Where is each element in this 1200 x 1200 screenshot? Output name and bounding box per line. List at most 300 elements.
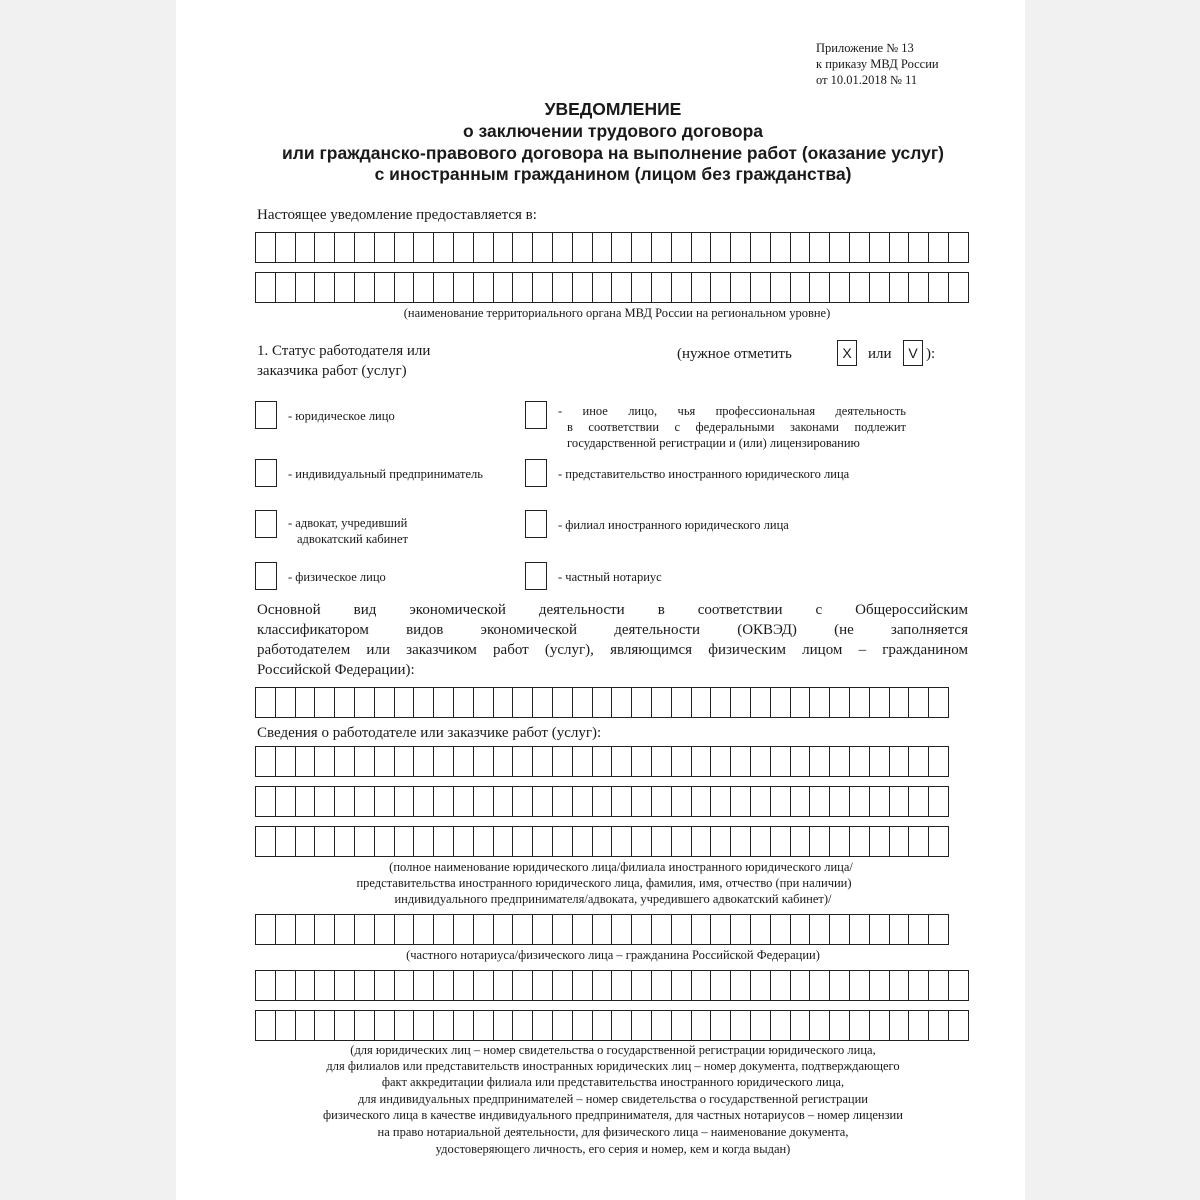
char-cell[interactable] xyxy=(315,272,335,303)
char-cell[interactable] xyxy=(632,687,652,718)
char-cell[interactable] xyxy=(414,786,434,817)
char-cell[interactable] xyxy=(929,786,949,817)
char-cell[interactable] xyxy=(513,970,533,1001)
char-cell[interactable] xyxy=(890,826,910,857)
char-cell[interactable] xyxy=(315,826,335,857)
char-cell[interactable] xyxy=(593,914,613,945)
char-cell[interactable] xyxy=(890,914,910,945)
char-cell[interactable] xyxy=(632,1010,652,1041)
char-cell[interactable] xyxy=(395,786,415,817)
char-cell[interactable] xyxy=(375,272,395,303)
char-cell[interactable] xyxy=(909,970,929,1001)
char-cell[interactable] xyxy=(256,914,276,945)
char-cell[interactable] xyxy=(791,272,811,303)
char-cell[interactable] xyxy=(612,272,632,303)
char-cell[interactable] xyxy=(494,232,514,263)
char-cell[interactable] xyxy=(395,746,415,777)
char-cell[interactable] xyxy=(672,746,692,777)
char-cell[interactable] xyxy=(375,232,395,263)
char-cell[interactable] xyxy=(494,914,514,945)
char-cell[interactable] xyxy=(731,1010,751,1041)
char-cell[interactable] xyxy=(335,970,355,1001)
char-cell[interactable] xyxy=(791,687,811,718)
char-cell[interactable] xyxy=(850,1010,870,1041)
char-cell[interactable] xyxy=(751,272,771,303)
char-cell[interactable] xyxy=(672,786,692,817)
char-cell[interactable] xyxy=(949,272,969,303)
char-cell[interactable] xyxy=(454,746,474,777)
char-cell[interactable] xyxy=(652,970,672,1001)
char-cell[interactable] xyxy=(751,786,771,817)
char-cell[interactable] xyxy=(672,826,692,857)
char-cell[interactable] xyxy=(731,826,751,857)
char-cell[interactable] xyxy=(454,1010,474,1041)
authority-field-row-1[interactable] xyxy=(255,232,969,263)
char-cell[interactable] xyxy=(771,746,791,777)
char-cell[interactable] xyxy=(652,1010,672,1041)
char-cell[interactable] xyxy=(355,914,375,945)
char-cell[interactable] xyxy=(751,232,771,263)
char-cell[interactable] xyxy=(652,786,672,817)
char-cell[interactable] xyxy=(632,970,652,1001)
checkbox-branch[interactable] xyxy=(525,510,547,538)
char-cell[interactable] xyxy=(810,232,830,263)
notary-field[interactable] xyxy=(255,914,949,945)
char-cell[interactable] xyxy=(850,746,870,777)
char-cell[interactable] xyxy=(731,232,751,263)
char-cell[interactable] xyxy=(335,272,355,303)
char-cell[interactable] xyxy=(573,1010,593,1041)
char-cell[interactable] xyxy=(830,786,850,817)
char-cell[interactable] xyxy=(850,232,870,263)
char-cell[interactable] xyxy=(335,1010,355,1041)
char-cell[interactable] xyxy=(395,970,415,1001)
char-cell[interactable] xyxy=(533,786,553,817)
char-cell[interactable] xyxy=(315,746,335,777)
char-cell[interactable] xyxy=(414,232,434,263)
char-cell[interactable] xyxy=(771,1010,791,1041)
char-cell[interactable] xyxy=(315,232,335,263)
char-cell[interactable] xyxy=(474,232,494,263)
char-cell[interactable] xyxy=(731,914,751,945)
char-cell[interactable] xyxy=(395,1010,415,1041)
char-cell[interactable] xyxy=(553,914,573,945)
char-cell[interactable] xyxy=(454,687,474,718)
char-cell[interactable] xyxy=(830,970,850,1001)
char-cell[interactable] xyxy=(513,272,533,303)
char-cell[interactable] xyxy=(494,786,514,817)
char-cell[interactable] xyxy=(632,914,652,945)
char-cell[interactable] xyxy=(672,970,692,1001)
char-cell[interactable] xyxy=(890,232,910,263)
char-cell[interactable] xyxy=(632,272,652,303)
char-cell[interactable] xyxy=(335,232,355,263)
char-cell[interactable] xyxy=(890,970,910,1001)
char-cell[interactable] xyxy=(315,786,335,817)
char-cell[interactable] xyxy=(652,826,672,857)
char-cell[interactable] xyxy=(791,786,811,817)
char-cell[interactable] xyxy=(909,687,929,718)
char-cell[interactable] xyxy=(553,232,573,263)
char-cell[interactable] xyxy=(414,826,434,857)
char-cell[interactable] xyxy=(890,272,910,303)
char-cell[interactable] xyxy=(751,914,771,945)
char-cell[interactable] xyxy=(672,914,692,945)
char-cell[interactable] xyxy=(355,786,375,817)
char-cell[interactable] xyxy=(335,914,355,945)
char-cell[interactable] xyxy=(335,786,355,817)
char-cell[interactable] xyxy=(296,746,316,777)
char-cell[interactable] xyxy=(533,272,553,303)
checkbox-lawyer[interactable] xyxy=(255,510,277,538)
char-cell[interactable] xyxy=(533,687,553,718)
char-cell[interactable] xyxy=(791,1010,811,1041)
char-cell[interactable] xyxy=(949,232,969,263)
checkbox-other-person[interactable] xyxy=(525,401,547,429)
char-cell[interactable] xyxy=(711,786,731,817)
char-cell[interactable] xyxy=(731,272,751,303)
char-cell[interactable] xyxy=(909,914,929,945)
char-cell[interactable] xyxy=(771,272,791,303)
char-cell[interactable] xyxy=(355,1010,375,1041)
char-cell[interactable] xyxy=(276,970,296,1001)
char-cell[interactable] xyxy=(791,232,811,263)
char-cell[interactable] xyxy=(454,970,474,1001)
char-cell[interactable] xyxy=(870,1010,890,1041)
char-cell[interactable] xyxy=(593,746,613,777)
char-cell[interactable] xyxy=(870,914,890,945)
char-cell[interactable] xyxy=(256,687,276,718)
char-cell[interactable] xyxy=(929,970,949,1001)
char-cell[interactable] xyxy=(256,272,276,303)
employer-name-field-row-2[interactable] xyxy=(255,786,949,817)
char-cell[interactable] xyxy=(256,232,276,263)
char-cell[interactable] xyxy=(692,914,712,945)
char-cell[interactable] xyxy=(810,687,830,718)
char-cell[interactable] xyxy=(652,914,672,945)
char-cell[interactable] xyxy=(810,826,830,857)
char-cell[interactable] xyxy=(434,914,454,945)
char-cell[interactable] xyxy=(375,914,395,945)
char-cell[interactable] xyxy=(830,1010,850,1041)
char-cell[interactable] xyxy=(414,746,434,777)
char-cell[interactable] xyxy=(870,786,890,817)
char-cell[interactable] xyxy=(632,826,652,857)
char-cell[interactable] xyxy=(890,687,910,718)
char-cell[interactable] xyxy=(573,232,593,263)
char-cell[interactable] xyxy=(830,232,850,263)
char-cell[interactable] xyxy=(612,1010,632,1041)
char-cell[interactable] xyxy=(593,786,613,817)
char-cell[interactable] xyxy=(612,232,632,263)
char-cell[interactable] xyxy=(850,970,870,1001)
char-cell[interactable] xyxy=(474,1010,494,1041)
char-cell[interactable] xyxy=(731,746,751,777)
char-cell[interactable] xyxy=(276,1010,296,1041)
char-cell[interactable] xyxy=(513,1010,533,1041)
char-cell[interactable] xyxy=(533,970,553,1001)
char-cell[interactable] xyxy=(771,914,791,945)
char-cell[interactable] xyxy=(335,746,355,777)
char-cell[interactable] xyxy=(296,232,316,263)
char-cell[interactable] xyxy=(711,687,731,718)
char-cell[interactable] xyxy=(494,687,514,718)
char-cell[interactable] xyxy=(375,786,395,817)
char-cell[interactable] xyxy=(830,914,850,945)
char-cell[interactable] xyxy=(335,687,355,718)
char-cell[interactable] xyxy=(355,746,375,777)
char-cell[interactable] xyxy=(494,746,514,777)
char-cell[interactable] xyxy=(553,970,573,1001)
char-cell[interactable] xyxy=(513,746,533,777)
char-cell[interactable] xyxy=(573,786,593,817)
char-cell[interactable] xyxy=(810,272,830,303)
char-cell[interactable] xyxy=(414,1010,434,1041)
char-cell[interactable] xyxy=(593,1010,613,1041)
char-cell[interactable] xyxy=(454,914,474,945)
char-cell[interactable] xyxy=(276,786,296,817)
char-cell[interactable] xyxy=(810,1010,830,1041)
char-cell[interactable] xyxy=(652,746,672,777)
char-cell[interactable] xyxy=(692,1010,712,1041)
checkbox-representative-office[interactable] xyxy=(525,459,547,487)
char-cell[interactable] xyxy=(494,1010,514,1041)
employer-name-field-row-3[interactable] xyxy=(255,826,949,857)
char-cell[interactable] xyxy=(256,1010,276,1041)
char-cell[interactable] xyxy=(949,1010,969,1041)
char-cell[interactable] xyxy=(276,826,296,857)
registration-field-row-2[interactable] xyxy=(255,1010,969,1041)
char-cell[interactable] xyxy=(850,914,870,945)
char-cell[interactable] xyxy=(711,746,731,777)
char-cell[interactable] xyxy=(751,1010,771,1041)
char-cell[interactable] xyxy=(494,826,514,857)
char-cell[interactable] xyxy=(533,232,553,263)
char-cell[interactable] xyxy=(513,687,533,718)
char-cell[interactable] xyxy=(296,272,316,303)
char-cell[interactable] xyxy=(573,687,593,718)
char-cell[interactable] xyxy=(573,970,593,1001)
char-cell[interactable] xyxy=(593,970,613,1001)
char-cell[interactable] xyxy=(513,232,533,263)
char-cell[interactable] xyxy=(929,914,949,945)
char-cell[interactable] xyxy=(395,914,415,945)
char-cell[interactable] xyxy=(632,746,652,777)
char-cell[interactable] xyxy=(315,914,335,945)
char-cell[interactable] xyxy=(791,914,811,945)
char-cell[interactable] xyxy=(553,687,573,718)
char-cell[interactable] xyxy=(929,272,949,303)
char-cell[interactable] xyxy=(593,232,613,263)
char-cell[interactable] xyxy=(355,970,375,1001)
char-cell[interactable] xyxy=(771,786,791,817)
char-cell[interactable] xyxy=(355,232,375,263)
char-cell[interactable] xyxy=(474,786,494,817)
char-cell[interactable] xyxy=(909,232,929,263)
char-cell[interactable] xyxy=(810,786,830,817)
char-cell[interactable] xyxy=(513,826,533,857)
char-cell[interactable] xyxy=(929,826,949,857)
char-cell[interactable] xyxy=(296,687,316,718)
char-cell[interactable] xyxy=(612,914,632,945)
okved-field[interactable] xyxy=(255,687,949,718)
char-cell[interactable] xyxy=(929,746,949,777)
char-cell[interactable] xyxy=(612,687,632,718)
char-cell[interactable] xyxy=(256,970,276,1001)
char-cell[interactable] xyxy=(395,272,415,303)
char-cell[interactable] xyxy=(256,826,276,857)
char-cell[interactable] xyxy=(335,826,355,857)
authority-field-row-2[interactable] xyxy=(255,272,969,303)
char-cell[interactable] xyxy=(276,687,296,718)
char-cell[interactable] xyxy=(434,826,454,857)
char-cell[interactable] xyxy=(830,746,850,777)
char-cell[interactable] xyxy=(870,272,890,303)
char-cell[interactable] xyxy=(909,786,929,817)
char-cell[interactable] xyxy=(632,232,652,263)
char-cell[interactable] xyxy=(593,272,613,303)
char-cell[interactable] xyxy=(612,786,632,817)
char-cell[interactable] xyxy=(850,826,870,857)
employer-name-field-row-1[interactable] xyxy=(255,746,949,777)
char-cell[interactable] xyxy=(731,786,751,817)
char-cell[interactable] xyxy=(474,970,494,1001)
checkbox-individual[interactable] xyxy=(255,562,277,590)
char-cell[interactable] xyxy=(652,232,672,263)
char-cell[interactable] xyxy=(652,687,672,718)
char-cell[interactable] xyxy=(672,687,692,718)
char-cell[interactable] xyxy=(434,232,454,263)
char-cell[interactable] xyxy=(652,272,672,303)
char-cell[interactable] xyxy=(454,272,474,303)
char-cell[interactable] xyxy=(692,826,712,857)
char-cell[interactable] xyxy=(890,746,910,777)
char-cell[interactable] xyxy=(731,687,751,718)
char-cell[interactable] xyxy=(355,272,375,303)
char-cell[interactable] xyxy=(296,970,316,1001)
char-cell[interactable] xyxy=(434,970,454,1001)
char-cell[interactable] xyxy=(296,786,316,817)
char-cell[interactable] xyxy=(612,970,632,1001)
char-cell[interactable] xyxy=(771,232,791,263)
char-cell[interactable] xyxy=(573,746,593,777)
char-cell[interactable] xyxy=(315,970,335,1001)
char-cell[interactable] xyxy=(573,272,593,303)
char-cell[interactable] xyxy=(850,786,870,817)
char-cell[interactable] xyxy=(395,687,415,718)
char-cell[interactable] xyxy=(296,826,316,857)
char-cell[interactable] xyxy=(276,272,296,303)
char-cell[interactable] xyxy=(513,914,533,945)
char-cell[interactable] xyxy=(375,746,395,777)
char-cell[interactable] xyxy=(553,746,573,777)
char-cell[interactable] xyxy=(395,232,415,263)
char-cell[interactable] xyxy=(711,272,731,303)
char-cell[interactable] xyxy=(494,272,514,303)
char-cell[interactable] xyxy=(870,746,890,777)
char-cell[interactable] xyxy=(850,687,870,718)
registration-field-row-1[interactable] xyxy=(255,970,969,1001)
char-cell[interactable] xyxy=(890,1010,910,1041)
char-cell[interactable] xyxy=(830,272,850,303)
char-cell[interactable] xyxy=(553,826,573,857)
char-cell[interactable] xyxy=(315,1010,335,1041)
char-cell[interactable] xyxy=(375,970,395,1001)
char-cell[interactable] xyxy=(454,786,474,817)
char-cell[interactable] xyxy=(474,914,494,945)
char-cell[interactable] xyxy=(553,1010,573,1041)
char-cell[interactable] xyxy=(711,970,731,1001)
char-cell[interactable] xyxy=(830,687,850,718)
checkbox-legal-entity[interactable] xyxy=(255,401,277,429)
char-cell[interactable] xyxy=(256,746,276,777)
char-cell[interactable] xyxy=(553,786,573,817)
char-cell[interactable] xyxy=(414,970,434,1001)
char-cell[interactable] xyxy=(276,746,296,777)
char-cell[interactable] xyxy=(573,914,593,945)
char-cell[interactable] xyxy=(434,786,454,817)
char-cell[interactable] xyxy=(434,272,454,303)
char-cell[interactable] xyxy=(414,687,434,718)
char-cell[interactable] xyxy=(771,826,791,857)
char-cell[interactable] xyxy=(533,1010,553,1041)
char-cell[interactable] xyxy=(296,1010,316,1041)
char-cell[interactable] xyxy=(612,826,632,857)
char-cell[interactable] xyxy=(731,970,751,1001)
char-cell[interactable] xyxy=(355,826,375,857)
char-cell[interactable] xyxy=(474,826,494,857)
char-cell[interactable] xyxy=(256,786,276,817)
char-cell[interactable] xyxy=(791,826,811,857)
char-cell[interactable] xyxy=(513,786,533,817)
char-cell[interactable] xyxy=(751,746,771,777)
char-cell[interactable] xyxy=(474,687,494,718)
char-cell[interactable] xyxy=(692,272,712,303)
char-cell[interactable] xyxy=(711,826,731,857)
char-cell[interactable] xyxy=(692,232,712,263)
char-cell[interactable] xyxy=(870,826,890,857)
char-cell[interactable] xyxy=(395,826,415,857)
char-cell[interactable] xyxy=(850,272,870,303)
char-cell[interactable] xyxy=(375,1010,395,1041)
char-cell[interactable] xyxy=(276,232,296,263)
char-cell[interactable] xyxy=(315,687,335,718)
char-cell[interactable] xyxy=(533,914,553,945)
char-cell[interactable] xyxy=(553,272,573,303)
char-cell[interactable] xyxy=(771,970,791,1001)
char-cell[interactable] xyxy=(375,826,395,857)
char-cell[interactable] xyxy=(751,687,771,718)
char-cell[interactable] xyxy=(593,826,613,857)
char-cell[interactable] xyxy=(632,786,652,817)
char-cell[interactable] xyxy=(434,746,454,777)
char-cell[interactable] xyxy=(830,826,850,857)
char-cell[interactable] xyxy=(751,826,771,857)
char-cell[interactable] xyxy=(909,272,929,303)
char-cell[interactable] xyxy=(711,1010,731,1041)
char-cell[interactable] xyxy=(791,970,811,1001)
char-cell[interactable] xyxy=(276,914,296,945)
char-cell[interactable] xyxy=(533,826,553,857)
char-cell[interactable] xyxy=(692,687,712,718)
char-cell[interactable] xyxy=(355,687,375,718)
char-cell[interactable] xyxy=(909,1010,929,1041)
char-cell[interactable] xyxy=(771,687,791,718)
char-cell[interactable] xyxy=(474,746,494,777)
char-cell[interactable] xyxy=(751,970,771,1001)
char-cell[interactable] xyxy=(870,232,890,263)
char-cell[interactable] xyxy=(711,232,731,263)
